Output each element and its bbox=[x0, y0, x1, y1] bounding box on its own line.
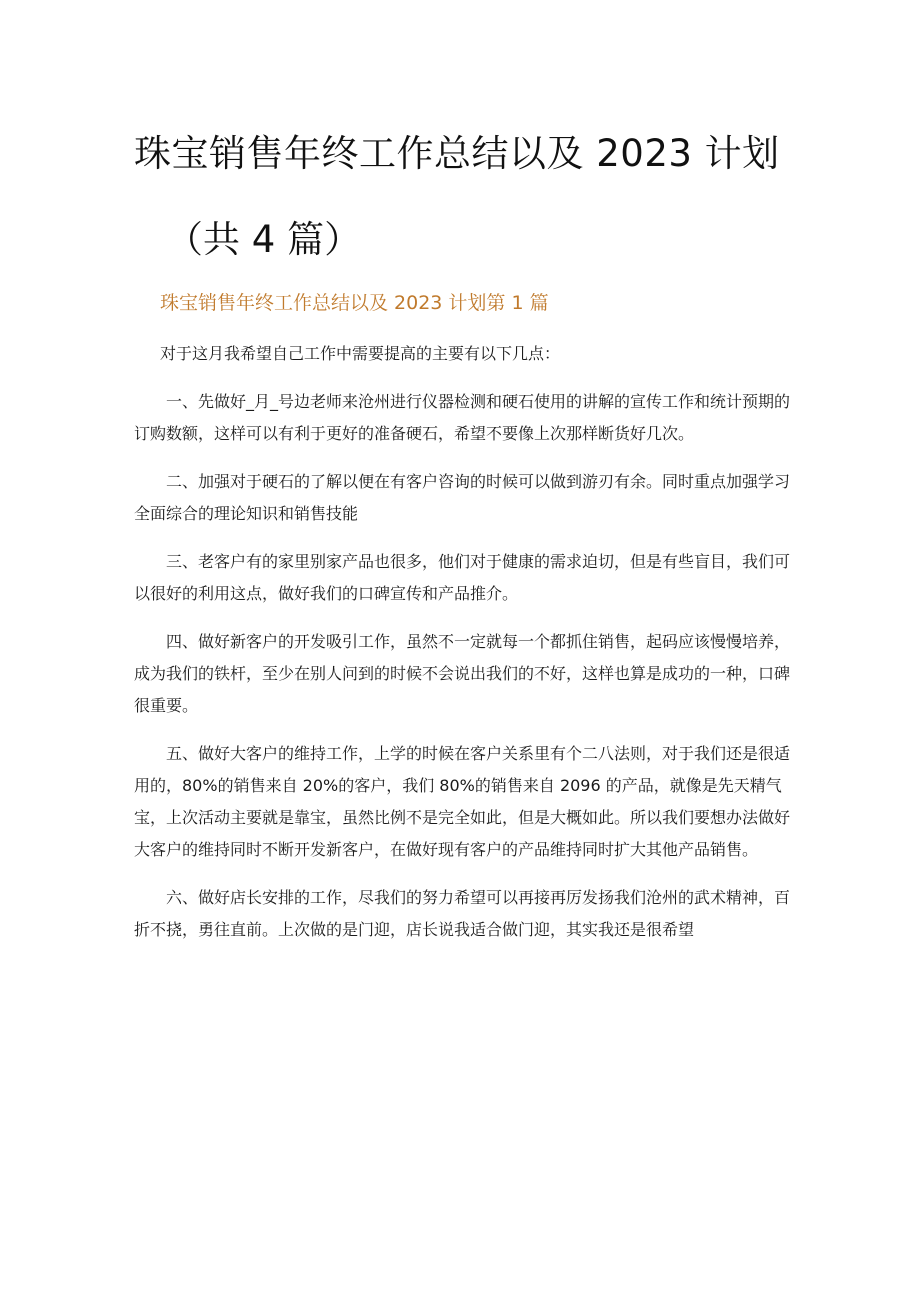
document-title: 珠宝销售年终工作总结以及 2023 计划 bbox=[134, 132, 780, 175]
paragraph-item-1: 一、先做好_月_号边老师来沧州进行仪器检测和硬石使用的讲解的宣传工作和统计预期的订购数额，这样可以有利于更好的准备硬石，希望不要像上次那样断货好几次。 bbox=[134, 392, 791, 443]
paragraph-item-5: 五、做好大客户的维持工作，上学的时候在客户关系里有个二八法则，对于我们还是很适用的，80%的销售来自 20%的客户，我们 80%的销售来自 2096 的产品，就像是先天精气宝，上次活动主要就是靠宝，虽然比例不是完全如此，但是大概如此。所以我们要想办法做好大客户的维持同时不断开发新客户，在做好现有客户的产品维持同时扩大其他产品销售。 bbox=[134, 744, 791, 859]
document-title-count: （共 4 篇） bbox=[166, 218, 362, 261]
section-heading: 珠宝销售年终工作总结以及 2023 计划第 1 篇 bbox=[160, 292, 549, 314]
paragraph-intro: 对于这月我希望自己工作中需要提高的主要有以下几点： bbox=[160, 344, 561, 363]
paragraph-item-4: 四、做好新客户的开发吸引工作，虽然不一定就每一个都抓住销售，起码应该慢慢培养，成为我们的铁杆，至少在别人问到的时候不会说出我们的不好，这样也算是成功的一种，口碑很重要。 bbox=[134, 632, 791, 715]
document-body bbox=[134, 338, 794, 962]
paragraph-item-6: 六、做好店长安排的工作，尽我们的努力希望可以再接再厉发扬我们沧州的武术精神，百折不挠，勇往直前。上次做的是门迎，店长说我适合做门迎，其实我还是很希望 bbox=[134, 888, 791, 939]
paragraph-item-2: 二、加强对于硬石的了解以便在有客户咨询的时候可以做到游刃有余。同时重点加强学习全面综合的理论知识和销售技能 bbox=[134, 472, 791, 523]
paragraph-item-3: 三、老客户有的家里别家产品也很多，他们对于健康的需求迫切，但是有些盲目，我们可以很好的利用这点，做好我们的口碑宣传和产品推介。 bbox=[134, 552, 791, 603]
